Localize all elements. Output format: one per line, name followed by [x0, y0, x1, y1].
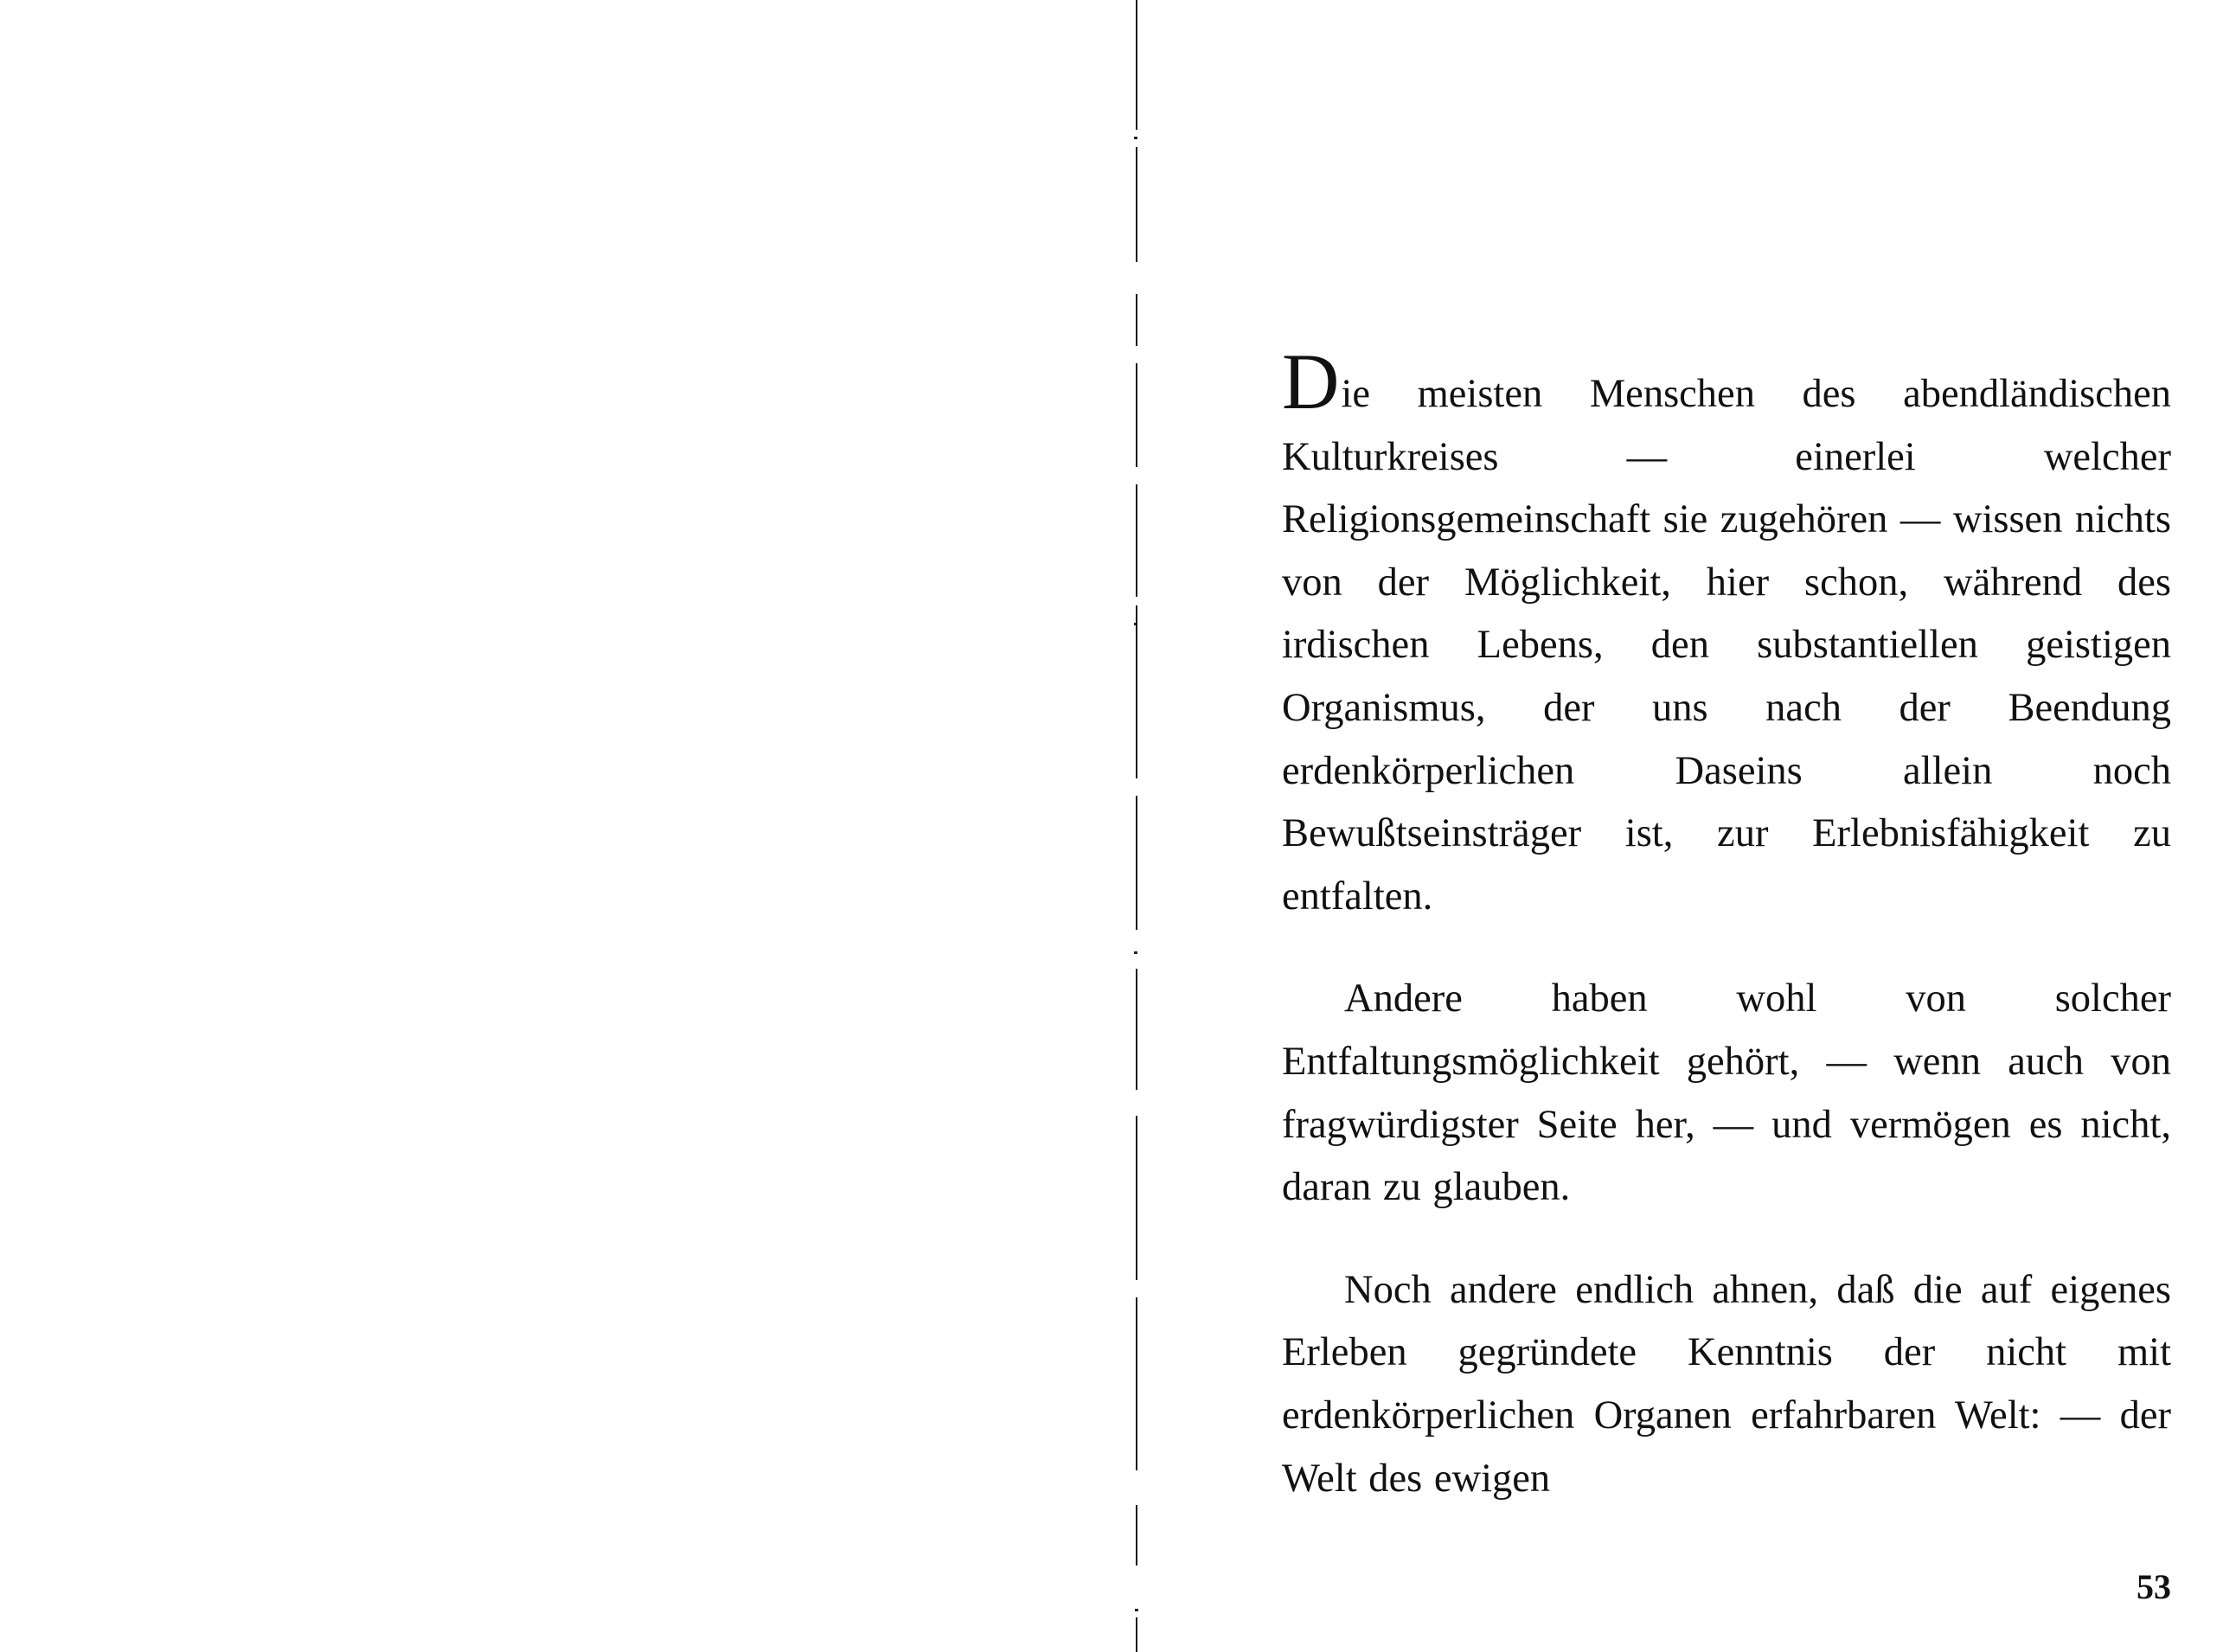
- gutter-line: [1136, 796, 1137, 930]
- gutter-line: [1136, 1505, 1137, 1566]
- gutter-line: [1136, 969, 1137, 1090]
- gutter-line: [1136, 1116, 1137, 1280]
- paragraph-2: Andere haben wohl von solcher Entfaltungsmöglichkeit gehört, — wenn auch von fragwürdigster Seite her, — und vermögen es nicht, daran zu glauben.: [1282, 976, 2171, 1210]
- gutter-line: [1136, 1297, 1137, 1470]
- gutter-mark: [1134, 137, 1137, 139]
- drop-cap: D: [1282, 337, 1340, 426]
- page-number: 53: [2137, 1567, 2171, 1606]
- gutter-line: [1136, 294, 1137, 346]
- paragraph-1: [1282, 337, 2171, 928]
- page-gutter: [1133, 0, 1140, 1652]
- gutter-mark: [1135, 1609, 1138, 1611]
- gutter-line: [1136, 363, 1137, 467]
- paragraph-3: Noch andere endlich ahnen, daß die auf eigenes Erleben gegründete Kenntnis der nicht mit erdenkörperlichen Organen erfahrbaren Welt: — der Welt des ewigen: [1282, 1267, 2171, 1501]
- right-page: [1150, 0, 2223, 1652]
- gutter-line: [1136, 484, 1137, 597]
- gutter-line: [1136, 215, 1137, 262]
- gutter-line: [1136, 605, 1137, 778]
- gutter-mark: [1134, 951, 1137, 954]
- paragraph-1-text: ie meisten Menschen des abendländischen Kulturkreises — einerlei welcher Religionsgemeinschaft sie zugehören — wissen nichts von der Möglichkeit, hier schon, während des irdischen Lebens, den substantiellen geistigen Organismus, der uns nach der Beendung erdenkörperlichen Daseins allein noch Bewußtseinsträger ist, zur Erlebnisfähigkeit zu entfalten.: [1282, 372, 2171, 919]
- gutter-line: [1136, 1617, 1137, 1652]
- body-text: [1282, 337, 2171, 1510]
- gutter-line: [1136, 0, 1137, 130]
